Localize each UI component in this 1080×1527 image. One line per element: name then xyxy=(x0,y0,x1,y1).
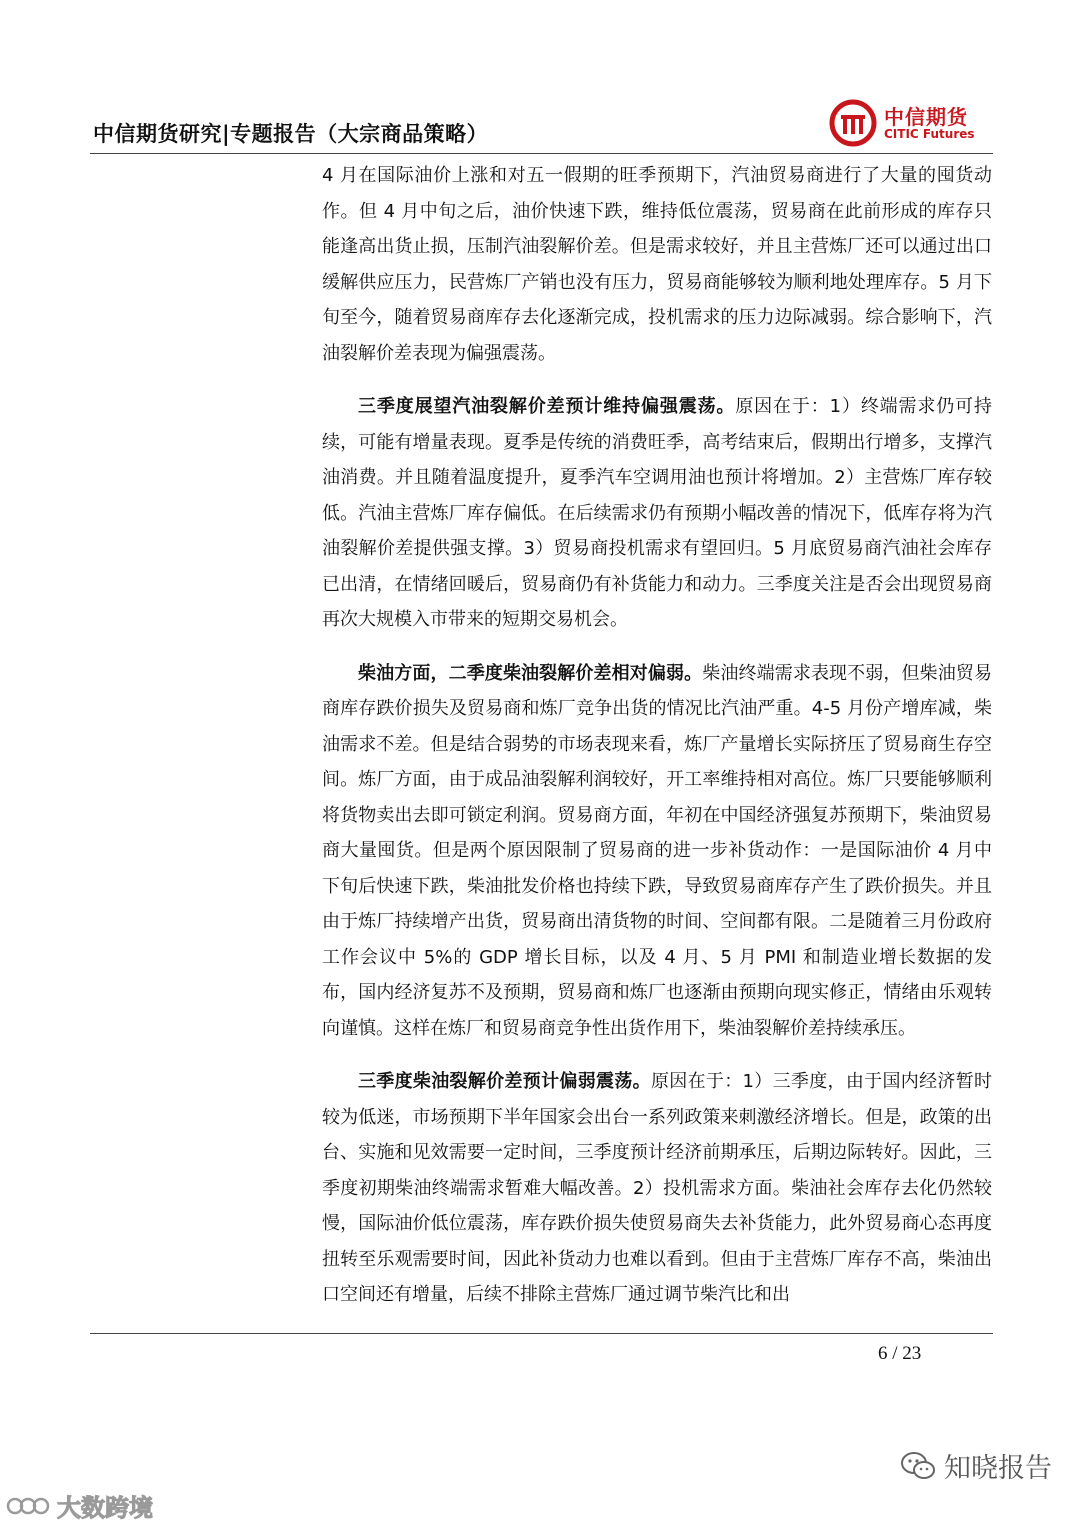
paragraph-lead: 三季度柴油裂解价差预计偏弱震荡。 xyxy=(358,1071,651,1092)
paragraph-gasoline-april xyxy=(322,158,992,371)
logo-chinese-text: 中信期货 xyxy=(884,105,968,129)
paragraph-diesel-q2 xyxy=(322,656,992,1047)
paragraph-text: 原因在于：1）三季度，由于国内经济暂时较为低迷，市场预期下半年国家会出台一系列政策来刺激经济增长。但是，政策的出台、实施和见效需要一定时间，三季度预计经济前期承压，后期边际转好。因此，三季度初期柴油终端需求暂难大幅改善。2）投机需求方面。柴油社会库存去化仍然较慢，国际油价低位震荡，库存跌价损失使贸易商失去补货能力，此外贸易商心态再度扭转至乐观需要时间，因此补货动力也难以看到。但由于主营炼厂库存不高，柴油出口空间还有增量，后续不排除主营炼厂通过调节柴汽比和出 xyxy=(322,1071,993,1305)
paragraph-text: 柴油终端需求表现不弱，但柴油贸易商库存跌价损失及贸易商和炼厂竞争出货的情况比汽油严重。4-5 月份产增库减，柴油需求不差。但是结合弱势的市场表现来看，炼厂产量增长实际挤压了贸易商生存空间。炼厂方面，由于成品油裂解利润较好，开工率维持相对高位。炼厂只要能够顺利将货物卖出去即可锁定利润。贸易商方面，年初在中国经济强复苏预期下，柴油贸易商大量囤货。但是两个原因限制了贸易商的进一步补货动作：一是国际油价 4 月中下旬后快速下跌，柴油批发价格也持续下跌，导致贸易商库存产生了跌价损失。并且由于炼厂持续增产出货，贸易商出清货物的时间、空间都有限。二是随着三月份政府工作会议中 5%的 GDP 增长目标，以及 4 月、5 月 PMI 和制造业增长数据的发布，国内经济复苏不及预期，贸易商和炼厂也逐渐由预期向现实修正，情绪由乐观转向谨慎。这样在炼厂和贸易商竞争性出货作用下，柴油裂解价差持续承压。 xyxy=(322,662,992,1039)
report-body xyxy=(322,158,992,1331)
paragraph-lead: 三季度展望汽油裂解价差预计维持偏强震荡。 xyxy=(358,396,736,417)
footer-divider xyxy=(90,1333,993,1334)
report-header-title: 中信期货研究|专题报告（大宗商品策略） xyxy=(93,122,489,146)
rings-icon xyxy=(5,1491,51,1521)
watermark-left xyxy=(5,1488,153,1523)
logo-english-text: CITIC Futures xyxy=(884,127,975,141)
citic-logo-icon xyxy=(828,98,878,148)
watermark-right xyxy=(900,1446,1052,1485)
paragraph-diesel-q3-outlook xyxy=(322,1064,992,1313)
watermark-left-text: 大数跨境 xyxy=(57,1494,153,1522)
wechat-icon xyxy=(900,1451,936,1481)
watermark-right-text: 知晓报告 xyxy=(944,1453,1052,1484)
page-number: 6 / 23 xyxy=(878,1343,922,1364)
paragraph-text: 4 月在国际油价上涨和对五一假期的旺季预期下，汽油贸易商进行了大量的囤货动作。但 4 月中旬之后，油价快速下跌，维持低位震荡，贸易商在此前形成的库存只能逢高出货止损，压制汽油裂解价差。但是需求较好，并且主营炼厂还可以通过出口缓解供应压力，民营炼厂产销也没有压力，贸易商能够较为顺利地处理库存。5 月下旬至今，随着贸易商库存去化逐渐完成，投机需求的压力边际减弱。综合影响下，汽油裂解价差表现为偏强震荡。 xyxy=(322,165,992,364)
paragraph-lead: 柴油方面，二季度柴油裂解价差相对偏弱。 xyxy=(358,662,703,684)
header-divider xyxy=(90,153,993,154)
paragraph-gasoline-q3-outlook xyxy=(322,389,992,638)
citic-futures-logo xyxy=(828,98,988,148)
paragraph-text: 原因在于：1）终端需求仍可持续，可能有增量表现。夏季是传统的消费旺季，高考结束后，假期出行增多，支撑汽油消费。并且随着温度提升，夏季汽车空调用油也预计将增加。2）主营炼厂库存较低。汽油主营炼厂库存偏低。在后续需求仍有预期小幅改善的情况下，低库存将为汽油裂解价差提供强支撑。3）贸易商投机需求有望回归。5 月底贸易商汽油社会库存已出清，在情绪回暖后，贸易商仍有补货能力和动力。三季度关注是否会出现贸易商再次大规模入市带来的短期交易机会。 xyxy=(322,396,993,630)
